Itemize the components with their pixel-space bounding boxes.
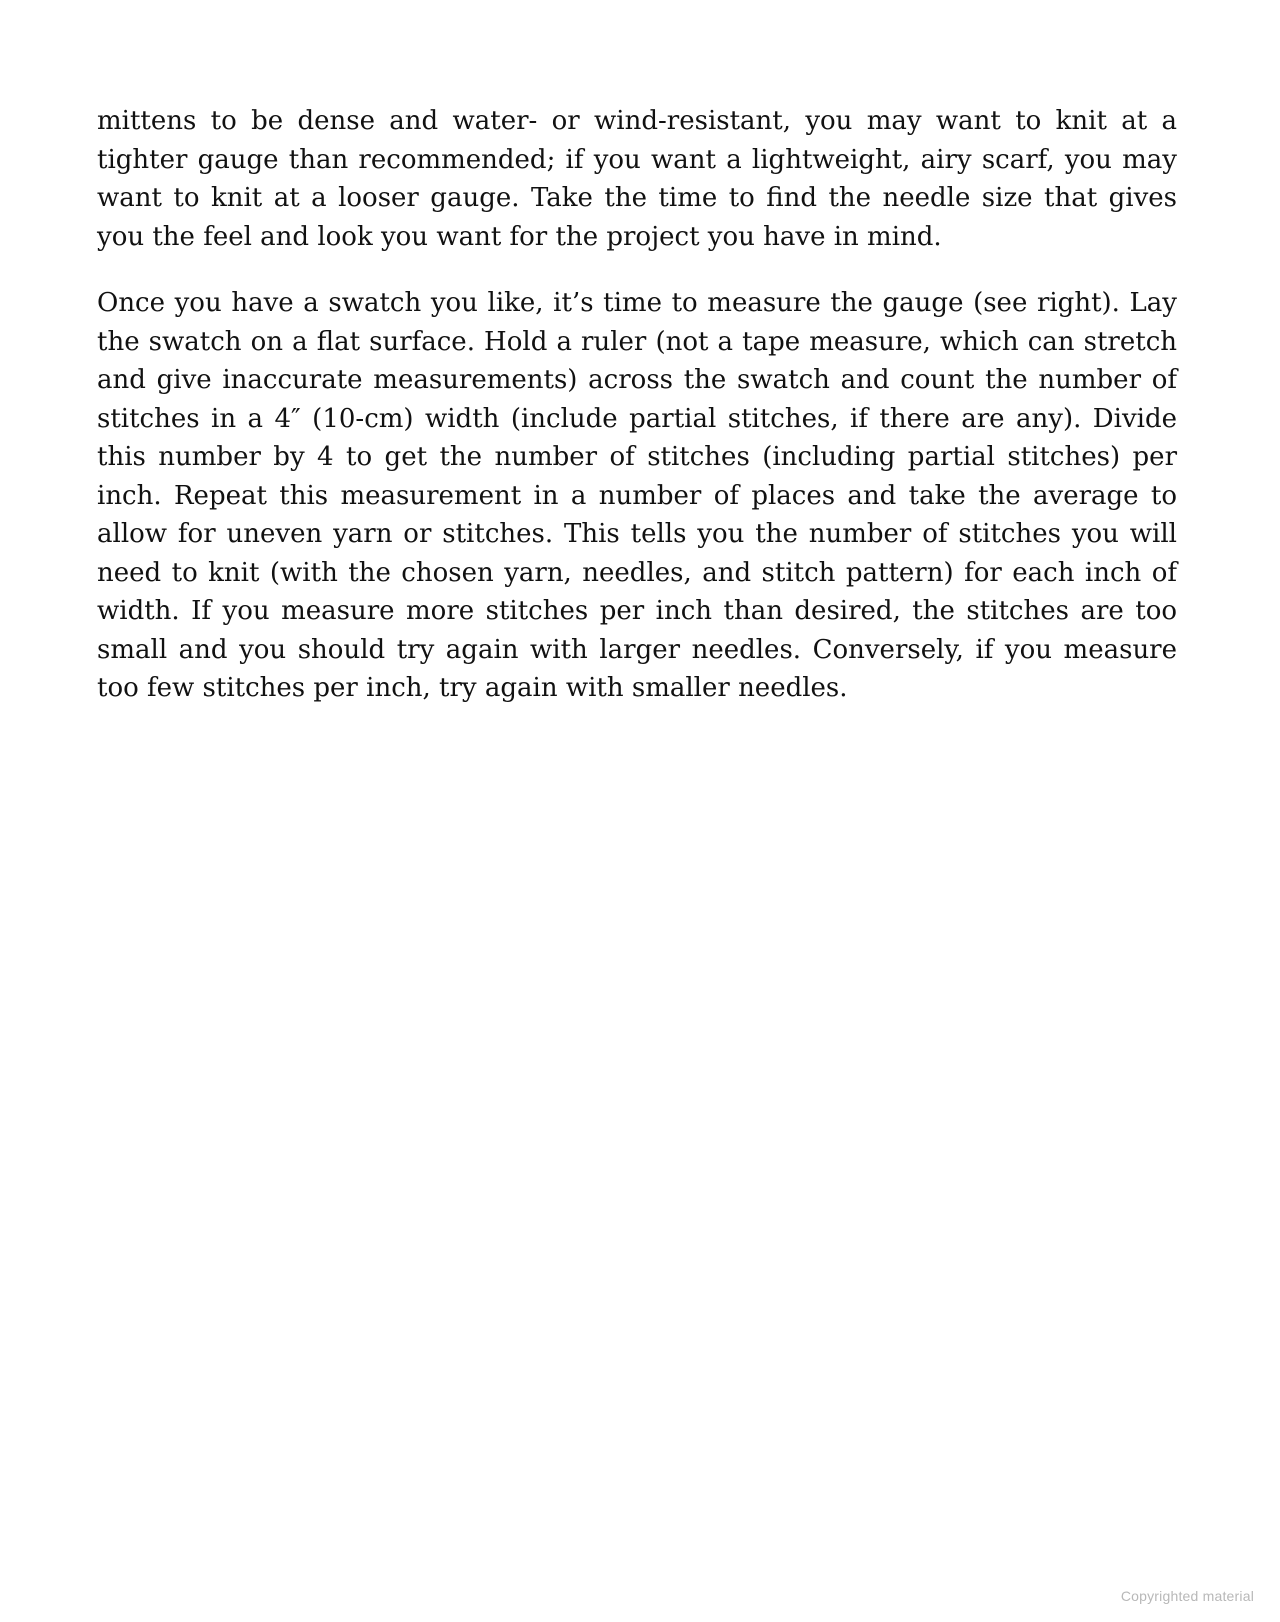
paragraph-measure-gauge: Once you have a swatch you like, it’s time to measure the gauge (see right). Lay the swatch on a flat surface. Hold a ruler (not a tape measure, which can stretch and give inaccurate measurements) across the swatch and count the number of stitches in a 4″ (10-cm) width (include partial stitches, if there are any). Divide this number by 4 to get the number of stitches (including partial stitches) per inch. Repeat this measurement in a number of places and take the average to allow for uneven yarn or stitches. This tells you the number of stitches you will need to knit (with the chosen yarn, needles, and stitch pattern) for each inch of width. If you measure more stitches per inch than desired, the stitches are too small and you should try again with larger needles. Conversely, if you measure too few stitches per inch, try again with smaller needles. [97,288,1177,703]
body-text [97,102,1177,708]
copyright-watermark: Copyrighted material [1120,1588,1254,1604]
paragraph-gauge-intro: mittens to be dense and water- or wind-resistant, you may want to knit at a tighter gauge than recommended; if you want a lightweight, airy scarf, you may want to knit at a looser gauge. Take the time to find the needle size that gives you the feel and look you want for the project you have in mind. [97,106,1177,252]
